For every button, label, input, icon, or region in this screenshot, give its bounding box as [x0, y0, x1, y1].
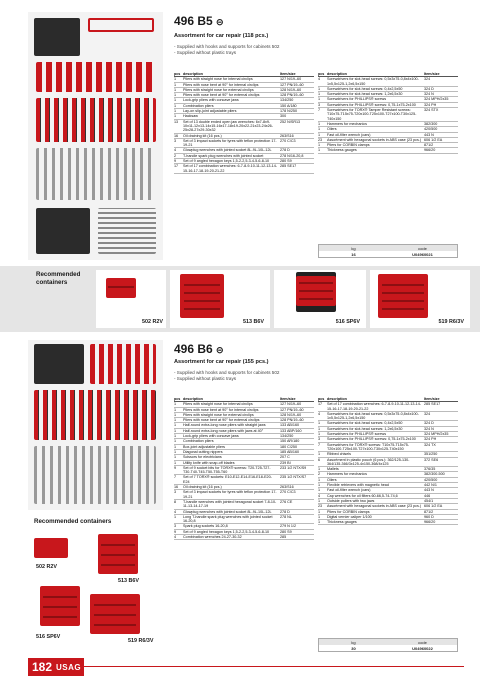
table-row: 1 Screwdrivers for slot-head screws: 1,2x6,5x30 324 N: [318, 427, 458, 432]
product-image-496-b5: [28, 12, 163, 260]
table-row: 1 Lock-grip pliers with concave jaws 134/250: [174, 98, 314, 103]
container-513: [98, 534, 138, 574]
table-row: 1 Box-joint adjustable pliers 180 C/250: [174, 445, 314, 450]
screwdrivers-row: [34, 390, 156, 440]
contents-table-right: [318, 397, 458, 525]
table-row: 1 Outside pullers with two jaws 454/1: [318, 499, 458, 504]
table-row: 7 Screwdrivers for TORX® screws: T10x75-T15x75-T20x100-T25x100-T27x100-T30x125-T40x150 324 TX: [318, 443, 458, 453]
table-row: 1 Scissors for electricians 207 C: [174, 455, 314, 460]
table-row: 3 Set of 3 impact sockets for tyres with teflon protection 17-19-21 270 C/C3: [174, 139, 314, 149]
container-516: [40, 586, 80, 626]
table-row: 2 T-handle spark plug wrenches with jointed socket 278 N/16-20,8: [174, 154, 314, 159]
table-row: 4 Glowplug wrenches with jointed socket 8L-9L-10L-12L 278 D: [174, 148, 314, 153]
table-header: pcs description Item/size: [318, 72, 458, 77]
table-row: 9 Set of 9 angled hexagon keys 1,5-2-2,5-3-4-5-6-8-10 280 S9: [174, 530, 314, 535]
table-row: 1 Pliers with nose bent at 90° for external circlips 128 PN/19–60: [174, 418, 314, 423]
table-row: 1 Oilers 420/500: [318, 478, 458, 483]
product-subtitle: Assortment for car repair (155 pcs.): [174, 359, 269, 365]
table-row: 1 Oilers 420/500: [318, 127, 458, 132]
table-row: 1 Diagonal cutting nippers 185 AB/160: [174, 450, 314, 455]
contents-table-left: [174, 397, 314, 540]
table-row: 1 Utility knife with snap-off blades 239 BI: [174, 461, 314, 466]
product-title: 496 B6 ⊝: [174, 342, 224, 356]
table-row: 4 Screwdrivers for slot-head screws: 0,5x3x75-0,8x4x100-1x5,5x125-1,2x6,5x150 324: [318, 412, 458, 422]
table-row: 1 Ribbed chisels 351/250: [318, 452, 458, 457]
keys-set: [98, 208, 156, 254]
containers-heading: Recommended containers: [36, 271, 81, 286]
order-box: kg code 30 U04960022: [318, 638, 458, 652]
table-row: 4 Combination wrenches 24-27-30-32 285: [174, 535, 314, 540]
table-row: 4 Screwdrivers for slot-head screws: 0,5x3x75-0,8x4x100-1x5,5x125-1,2x6,5x150 324: [318, 77, 458, 87]
table-row: 1 Half-round extra-long nose pliers with jaws at 40° 133 ABP/160: [174, 429, 314, 434]
hacksaw-image: [88, 18, 154, 32]
table-row: 1 Pliers with nose bent at 90° for internal circlips 127 PN/19–60: [174, 408, 314, 413]
table-row: 17 Set of 17 combination wrenches: 6-7-8-9-10-11-12-13-14-15-16-17-18-19-20-21-22 285 SE17: [318, 402, 458, 412]
container-519: 519 R6/3V: [370, 270, 470, 328]
table-row: 3 Set of 3 impact sockets for tyres with teflon protection 17-19-21 270 C/C3: [174, 490, 314, 500]
wrenches-row: [34, 446, 156, 504]
table-row: 1 Screwdrivers for PHILLIPS® screws 324 MPH/2x35: [318, 97, 458, 102]
table-row: 1 Pliers with nose bent at 90° for internal circlips 127 PN/19–60: [174, 83, 314, 88]
circle-minus-icon: ⊝: [216, 17, 224, 27]
order-box: kg code 16 U04960021: [318, 244, 458, 258]
table-row: 1 Lock-grip pliers with concave jaws 134/250: [174, 434, 314, 439]
pliers-row: [36, 62, 156, 92]
table-row: 1 Combination pliers 150 A/180: [174, 104, 314, 109]
table-row: 1 Screwdrivers for slot-head screws: 0,4x2,5x50 324 D: [318, 87, 458, 92]
table-row: 6 Assortment in plastic pouch (6 pcs.): 362/125-130-364/135-366/3x125-4x150-368/4x125 372 SE6: [318, 458, 458, 468]
container-513: 513 B6V: [170, 270, 270, 328]
table-row: 13 Set of 13 double ended open jaw wrenches: 6x7-8x9-10x11-12x13-14x15-16x17-18x19-20x22-21x23-24x26-25x28-27x29-30x32 252 N/SR13: [174, 120, 314, 134]
table-row: 7 Screwdrivers for TORX® Tamper Resistant screws: T10x75-T15x75-T20x100-T25x100-T27x100-T30x125-T40x150 324 STX: [318, 108, 458, 122]
wrenches-row: [36, 148, 156, 200]
table-header: pcs description Item/size: [318, 397, 458, 402]
table-row: 1 Pliers with nose bent at 90° for external circlips 128 PN/19–60: [174, 93, 314, 98]
table-row: 3 Screwdrivers for PHILLIPS® screws: 0,75-1x75-2x100 324 PH: [318, 103, 458, 108]
table-row: 1 Thickness gauges 966/20: [318, 520, 458, 525]
pliers-row: [90, 344, 156, 384]
product-description: - Supplied with hooks and supports for cabinets 502 - Supplied without plastic trays: [174, 370, 280, 381]
table-row: 23 Assortment with hexagonal sockets in ABS case (23 pcs.) 606 1/2 EA: [318, 504, 458, 509]
table-row: 3 Spark plug sockets 16-20,8 279 N 1/2: [174, 524, 314, 529]
case-socket-set: [34, 18, 80, 56]
table-row: 7 Set of 7 TORX® sockets: E10-E12-E14-E16-E18-E20-E24 235 1/2 NTX/S7: [174, 475, 314, 485]
containers-heading: Recommended containers: [34, 518, 112, 525]
table-row: 1 Mallets 376/35: [318, 467, 458, 472]
table-row: 1 Flexible retrievers with magnetic head 442 N/1: [318, 483, 458, 488]
table-row: 17 Set of 17 combination wrenches: 6-7-8-9-10-11-12-13-14-15-16-17-18-19-20-21-22 285 SE17: [174, 164, 314, 174]
product-title: 496 B5 ⊝: [174, 14, 224, 28]
table-row: 1 Pliers for CORBIN clamps 871/2: [318, 510, 458, 515]
table-row: 3 Screwdrivers for PHILLIPS® screws: 0,75-1x75-2x100 324 PH: [318, 437, 458, 442]
product-image-496-b6: [28, 340, 163, 510]
table-row: 1 Fast oil-filter wrench (cars) 443 N: [318, 133, 458, 138]
container-516: 516 SP6V: [274, 270, 366, 328]
oil-kit: [36, 208, 90, 254]
screwdrivers-row: [36, 98, 156, 142]
table-row: 8 T-handle wrenches with jointed hexagonal socket 7-8-10-11-13-14-17-19 276 CE: [174, 500, 314, 510]
table-row: 1 Screwdrivers for PHILLIPS® screws 324 MPH/2x35: [318, 432, 458, 437]
page-footer: [0, 654, 480, 679]
product-subtitle: Assortment for car repair (118 pcs.): [174, 33, 269, 39]
table-row: 4 Cap wrenches for oil filters 60-66,5-74-74,6 446: [318, 494, 458, 499]
table-row: 1 Digital vernier caliper 1/100 960 D: [318, 515, 458, 520]
brand-logo: USAG: [56, 662, 82, 672]
table-row: 1 Pliers for CORBIN clamps 871/2: [318, 143, 458, 148]
table-row: 1 Lay-on slip-joint adjustable pliers 178 N/250: [174, 109, 314, 114]
table-header: pcs description Item/size: [174, 72, 314, 77]
page-number-block: [28, 658, 84, 676]
table-row: 1 Fast oil-filter wrench (cars) 443 N: [318, 488, 458, 493]
table-row: 16 Oil draining kit (16 pcs.) 263/S16: [174, 485, 314, 490]
table-row: 1 Pliers with straight nose for external circlips 128 N/19–60: [174, 88, 314, 93]
table-row: 1 Screwdrivers for slot-head screws: 1,2x6,5x30 324 N: [318, 92, 458, 97]
table-row: 1 Long T-handle spark plug wrenches with jointed socket 16-20,8 278 NL: [174, 515, 314, 525]
container-502: 502 R2V: [96, 270, 166, 328]
table-row: 2 Hammers for mechanics 382/300-500: [318, 472, 458, 477]
circle-minus-icon: ⊝: [216, 345, 224, 355]
table-row: 1 Half-round extra-long nose pliers with straight jaws 133 AB/160: [174, 423, 314, 428]
container-519: [90, 594, 140, 634]
container-502: [34, 538, 68, 558]
table-row: 1 Combination pliers 150 AR/180: [174, 439, 314, 444]
page-number: 182: [32, 660, 53, 674]
footer-rule: [84, 666, 464, 667]
contents-table-right: [318, 72, 458, 154]
table-row: 4 Glowplug wrenches with jointed socket 8L-9L-10L-12L 278 D: [174, 510, 314, 515]
table-row: 1 Pliers with straight nose for internal circlips 127 N/19–60: [174, 77, 314, 82]
table-row: 9 Set of 9 socket bits for TORX® screws: T20-T25-T27-T30-T40-T45-T50-T55-T60 233 1/2 NTX/S9: [174, 466, 314, 476]
table-row: 1 Screwdrivers for slot-head screws: 0,4x2,5x50 324 D: [318, 421, 458, 426]
table-row: 1 Pliers with straight nose for internal circlips 127 N/19–60: [174, 402, 314, 407]
contents-table-left: [174, 72, 314, 174]
table-row: 1 Thickness gauges 966/20: [318, 148, 458, 153]
table-row: 23 Assortment with hexagonal sockets in ABS case (23 pcs.) 606 1/2 EA: [318, 138, 458, 143]
case-socket-set: [34, 344, 84, 384]
table-row: 16 Oil draining kit (16 pcs.) 263/S16: [174, 134, 314, 139]
table-row: 1 Pliers with straight nose for external circlips 128 N/19–60: [174, 413, 314, 418]
product-description: - Supplied with hooks and supports for cabinets 502 - Supplied without plastic trays: [174, 44, 280, 55]
containers-block-bottom: Recommended containers 502 R2V 513 B6V 516 SP6V 519 R6/3V: [28, 514, 164, 650]
table-row: 1 Hammers for mechanics 382/300: [318, 122, 458, 127]
table-row: 1 Hacksaw 300: [174, 114, 314, 119]
table-row: 9 Set of 9 angled hexagon keys 1,5-2-2,5-3-4-5-6-8-10 280 S9: [174, 159, 314, 164]
table-header: pcs description Item/size: [174, 397, 314, 402]
